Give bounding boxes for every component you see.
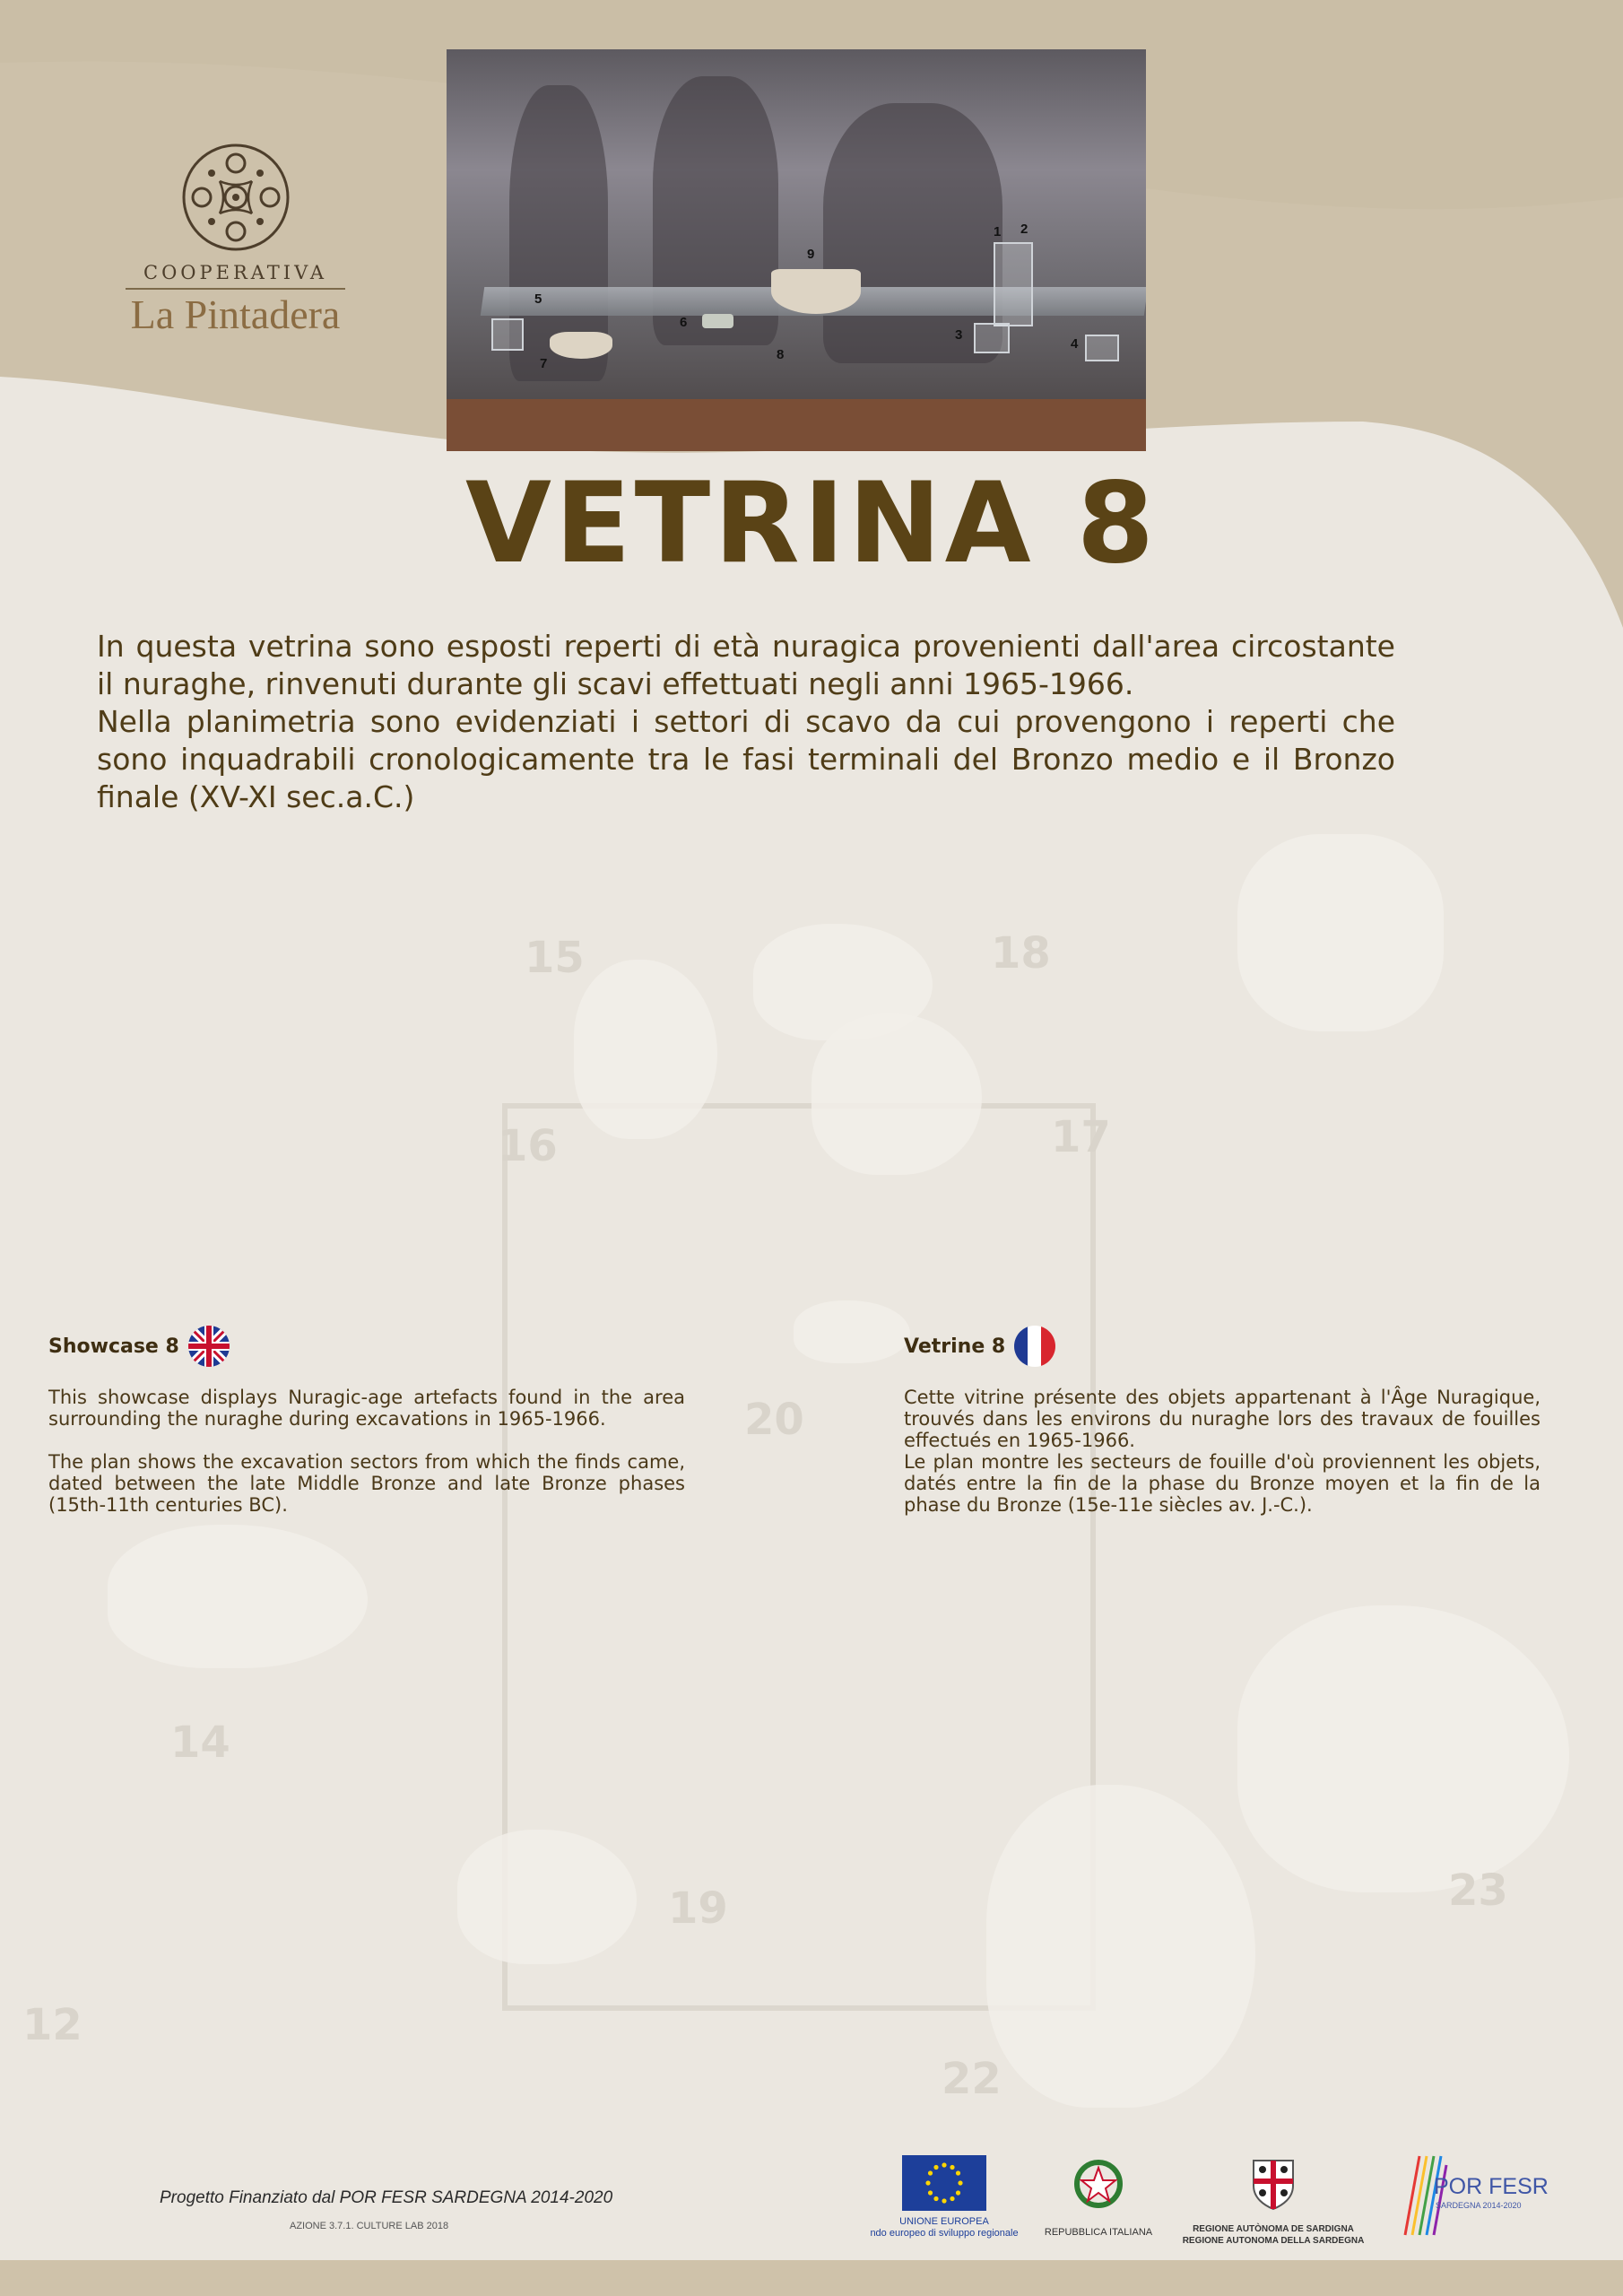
photo-label: 8 <box>777 347 785 362</box>
footer-action-text: AZIONE 3.7.1. CULTURE LAB 2018 <box>290 2221 449 2231</box>
photo-label: 7 <box>540 356 548 371</box>
background-number: 23 <box>1448 1866 1508 1916</box>
eu-caption: ndo europeo di sviluppo regionale <box>870 2228 1019 2239</box>
sardegna-shield-icon <box>1246 2155 1300 2211</box>
por-fesr-subtitle: SARDEGNA 2014-2020 <box>1436 2201 1522 2210</box>
intro-text <box>97 628 1395 816</box>
french-paragraph: Cette vitrine présente des objets appartenant à l'Âge Nuragique, trouvés dans les environs du nuraghe lors des travaux de fouilles effectués en 1965-1966. <box>904 1387 1541 1451</box>
intro-paragraph: In questa vetrina sono esposti reperti di età nuragica provenienti dall'area circostante il nuraghe, rinvenuti durante gli scavi effettuati negli anni 1965-1966. <box>97 629 1395 701</box>
english-heading <box>48 1326 685 1367</box>
background-artefact <box>1237 834 1444 1031</box>
italy-caption: REPUBBLICA ITALIANA <box>1044 2227 1153 2238</box>
italy-logo <box>1040 2155 1157 2239</box>
por-fesr-logo <box>1403 2152 1549 2242</box>
intro-paragraph: Nella planimetria sono evidenziati i settori di scavo da cui provengono i reperti che sono inquadrabili cronologicamente tra le fasi terminali del Bronzo medio e il Bronzo finale (XV-XI sec.a.C.) <box>97 704 1395 814</box>
eu-logo <box>868 2155 1020 2239</box>
pintadera-icon <box>180 142 291 253</box>
background-number: 20 <box>744 1395 804 1445</box>
eu-caption: UNIONE EUROPEA <box>899 2216 989 2227</box>
uk-flag-icon <box>188 1326 230 1367</box>
photo-label: 5 <box>534 291 542 307</box>
photo-display-stand <box>994 242 1033 326</box>
photo-label: 3 <box>955 327 963 343</box>
background-number: 17 <box>1051 1112 1111 1162</box>
photo-artefact <box>702 314 733 328</box>
logo-la-pintadera: La Pintadera <box>130 291 341 337</box>
background-number: 12 <box>22 2000 82 2050</box>
background-number: 19 <box>668 1883 728 1934</box>
background-number: 22 <box>942 2054 1002 2104</box>
french-heading <box>904 1326 1541 1367</box>
english-heading-text: Showcase 8 <box>48 1335 179 1358</box>
photo-artefact <box>771 269 861 314</box>
background-number: 16 <box>498 1121 558 1171</box>
sardegna-logo <box>1175 2155 1372 2247</box>
logo <box>126 142 345 336</box>
photo-label: 1 <box>994 224 1002 239</box>
background-artefact <box>794 1300 910 1363</box>
por-fesr-title: POR FESR <box>1434 2174 1549 2199</box>
photo-label: 2 <box>1020 222 1028 237</box>
french-paragraph: Le plan montre les secteurs de fouille d'où proviennent les objets, datés entre la fin de la phase du Bronze moyen et la fin de la phase du Bronze (15e-11e siècles av. J.-C.). <box>904 1451 1541 1516</box>
photo-label: 6 <box>680 315 688 330</box>
sardegna-caption: REGIONE AUTÒNOMA DE SARDIGNA <box>1193 2224 1354 2234</box>
photo-display-stand <box>974 323 1010 353</box>
photo-label: 9 <box>807 247 815 262</box>
logo-divider <box>126 288 345 290</box>
footer-project-text: Progetto Finanziato dal POR FESR SARDEGNA 2014-2020 <box>160 2188 613 2207</box>
photo-display-stand <box>1085 335 1119 361</box>
french-section <box>904 1326 1541 1516</box>
france-flag-icon <box>1014 1326 1055 1367</box>
bottom-band <box>0 2260 1623 2296</box>
english-paragraph: This showcase displays Nuragic-age artefacts found in the area surrounding the nuraghe during excavations in 1965-1966. <box>48 1387 685 1430</box>
english-section <box>48 1326 685 1516</box>
background-number: 14 <box>170 1718 230 1768</box>
italy-emblem-icon <box>1071 2155 1126 2214</box>
french-heading-text: Vetrine 8 <box>904 1335 1006 1358</box>
page-title: VETRINA 8 <box>464 459 1159 588</box>
photo-artefact <box>550 332 612 359</box>
photo-display-stand <box>491 318 524 351</box>
sardegna-caption: REGIONE AUTONOMA DELLA SARDEGNA <box>1182 2236 1365 2246</box>
eu-flag-icon <box>902 2155 986 2211</box>
logo-cooperativa: COOPERATIVA <box>143 262 327 283</box>
photo-case-base <box>447 399 1146 451</box>
background-number: 15 <box>525 933 585 983</box>
photo-label: 4 <box>1071 336 1079 352</box>
showcase-photo <box>447 49 1146 451</box>
english-paragraph: The plan shows the excavation sectors from which the finds came, dated between the late Middle Bronze and late Bronze phases (15th-11th centuries BC). <box>48 1451 685 1516</box>
background-number: 18 <box>991 928 1051 978</box>
